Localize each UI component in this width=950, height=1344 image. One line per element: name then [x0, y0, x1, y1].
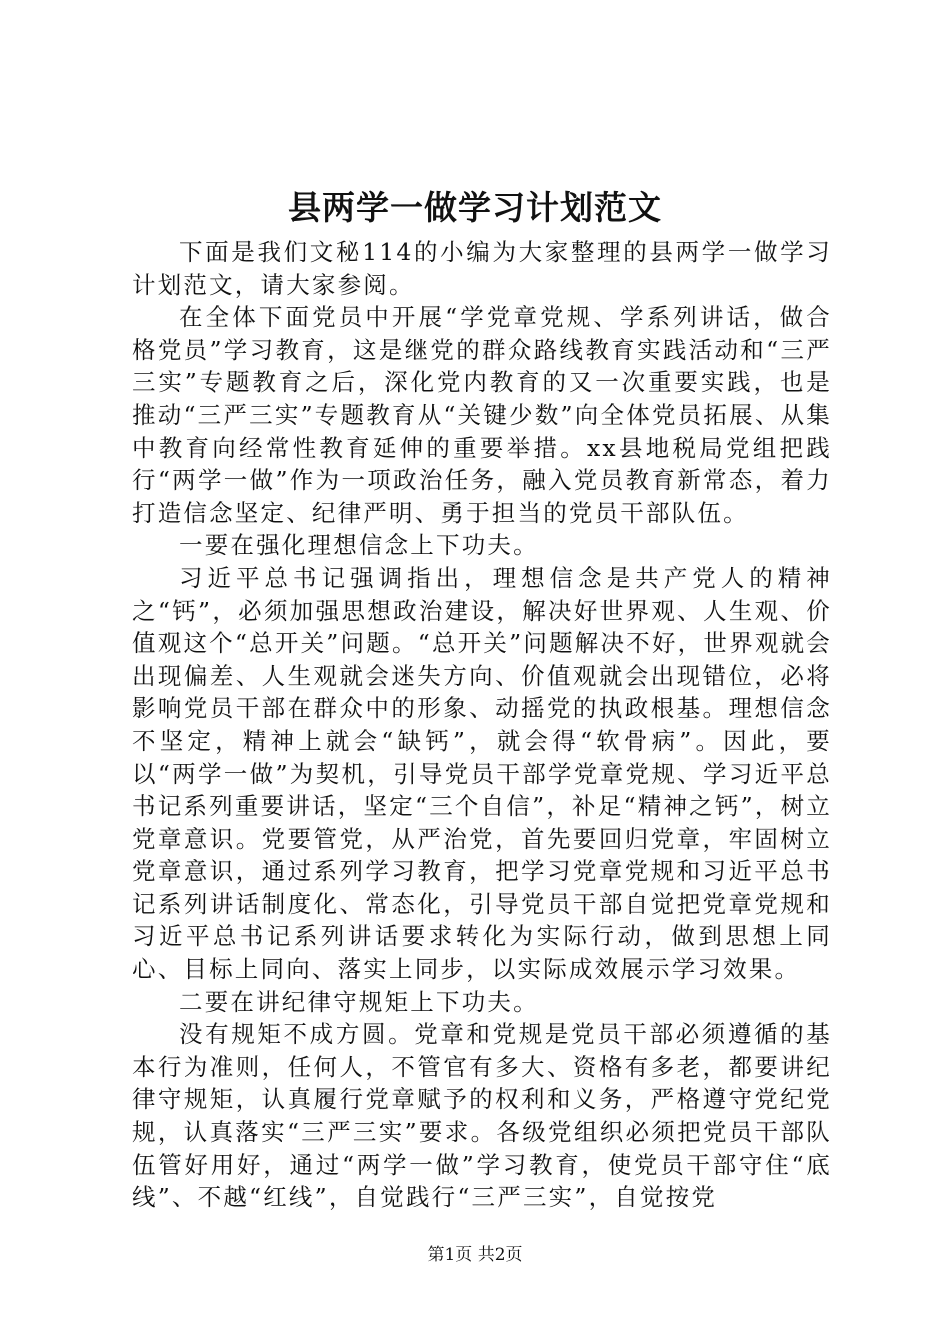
section-heading-1: 一要在强化理想信念上下功夫。	[179, 531, 539, 560]
paragraph-ideals: 习近平总书记强调指出，理想信念是共产党人的精神之“钙”，必须加强思想政治建设，解决好世界观、人生观、价值观这个“总开关”问题。“总开关”问题解决不好，世界观就会出现偏差、人生观就会迷失方向、价值观就会出现错位，必将影响党员干部在群众中的形象、动摇党的执政根基。理想信念不坚定，精神上就会“缺钙”，就会得“软骨病”。因此，要以“两学一做”为契机，引导党员干部学党章党规、学习近平总书记系列重要讲话，坚定“三个自信”，补足“精神之钙”，树立党章意识。党要管党，从严治党，首先要回归党章，牢固树立党章意识，通过系列学习教育，把学习党章党规和习近平总书记系列讲话制度化、常态化，引导党员干部自觉把党章党规和习近平总书记系列讲话要求转化为实际行动，做到思想上同心、目标上同向、落实上同步，以实际成效展示学习效果。	[132, 563, 832, 984]
document-title: 县两学一做学习计划范文	[288, 188, 662, 227]
paragraph-discipline: 没有规矩不成方圆。党章和党规是党员干部必须遵循的基本行为准则，任何人，不管官有多大、资格有多老，都要讲纪律守规矩，认真履行党章赋予的权利和义务，严格遵守党纪党规，认真落实“三严三实”要求。各级党组织必须把党员干部队伍管好用好，通过“两学一做”学习教育，使党员干部守住“底线”、不越“红线”，自觉践行“三严三实”，自觉按党	[132, 1020, 832, 1212]
page-number-footer: 第1页 共2页	[427, 1245, 523, 1265]
paragraph-intro: 下面是我们文秘114的小编为大家整理的县两学一做学习计划范文，请大家参阅。	[132, 238, 832, 299]
document-body	[132, 236, 832, 1214]
section-heading-2: 二要在讲纪律守规矩上下功夫。	[179, 987, 539, 1016]
paragraph-overview: 在全体下面党员中开展“学党章党规、学系列讲话，做合格党员”学习教育，这是继党的群众路线教育实践活动和“三严三实”专题教育之后，深化党内教育的又一次重要实践，也是推动“三严三实”专题教育从“关键少数”向全体党员拓展、从集中教育向经常性教育延伸的重要举措。xx县地税局党组把践行“两学一做”作为一项政治任务，融入党员教育新常态，着力打造信念坚定、纪律严明、勇于担当的党员干部队伍。	[132, 303, 832, 527]
